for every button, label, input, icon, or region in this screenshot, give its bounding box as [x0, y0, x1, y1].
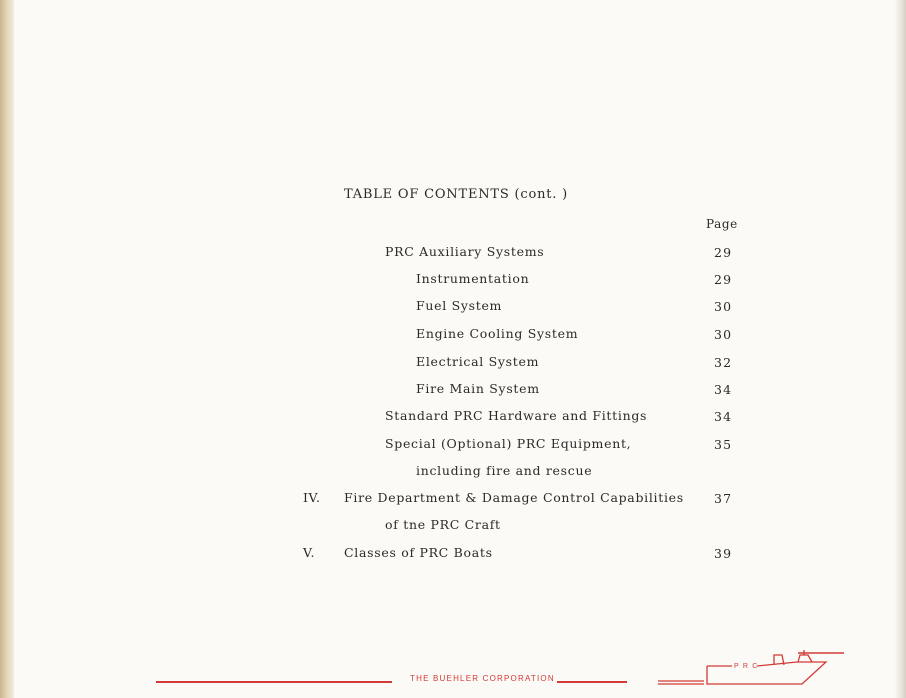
toc-page-number: 35 [714, 437, 733, 452]
toc-page-number: 39 [714, 546, 733, 561]
toc-entry-fire-main-system: Fire Main System [416, 381, 540, 396]
toc-entry-electrical-system: Electrical System [416, 354, 540, 369]
toc-entry-continuation: including fire and rescue [416, 463, 593, 478]
toc-entry-continuation: of tne PRC Craft [385, 517, 501, 532]
toc-entry-fuel-system: Fuel System [416, 298, 503, 313]
toc-page-number: 32 [714, 355, 733, 370]
toc-page-number: 30 [714, 327, 733, 342]
page-column-header: Page [706, 217, 738, 231]
toc-entry-special-equipment: Special (Optional) PRC Equipment, [385, 436, 632, 451]
toc-section-numeral: V. [303, 545, 316, 560]
toc-entry-classes-of-boats: Classes of PRC Boats [344, 545, 493, 560]
page-title: TABLE OF CONTENTS (cont. ) [343, 187, 569, 202]
toc-entry-instrumentation: Instrumentation [416, 271, 530, 286]
toc-entry-standard-hardware: Standard PRC Hardware and Fittings [385, 408, 648, 423]
page-right-edge [894, 0, 906, 698]
toc-page-number: 34 [714, 382, 733, 397]
page-left-edge [0, 0, 14, 698]
toc-page-number: 37 [714, 491, 733, 506]
toc-page-number: 29 [714, 245, 733, 260]
toc-entry-engine-cooling-system: Engine Cooling System [416, 326, 579, 341]
prc-boat-logo [652, 646, 848, 692]
footer-company-name: THE BUEHLER CORPORATION [410, 674, 555, 683]
logo-text: P R C [734, 663, 759, 670]
toc-entry-auxiliary-systems: PRC Auxiliary Systems [385, 244, 545, 259]
toc-entry-fire-department: Fire Department & Damage Control Capabilities [344, 490, 684, 505]
toc-page-number: 29 [714, 272, 733, 287]
toc-section-numeral: IV. [303, 490, 321, 505]
footer-rule-left [156, 681, 392, 683]
toc-page-number: 30 [714, 299, 733, 314]
footer-rule-right [557, 681, 627, 683]
toc-page-number: 34 [714, 409, 733, 424]
